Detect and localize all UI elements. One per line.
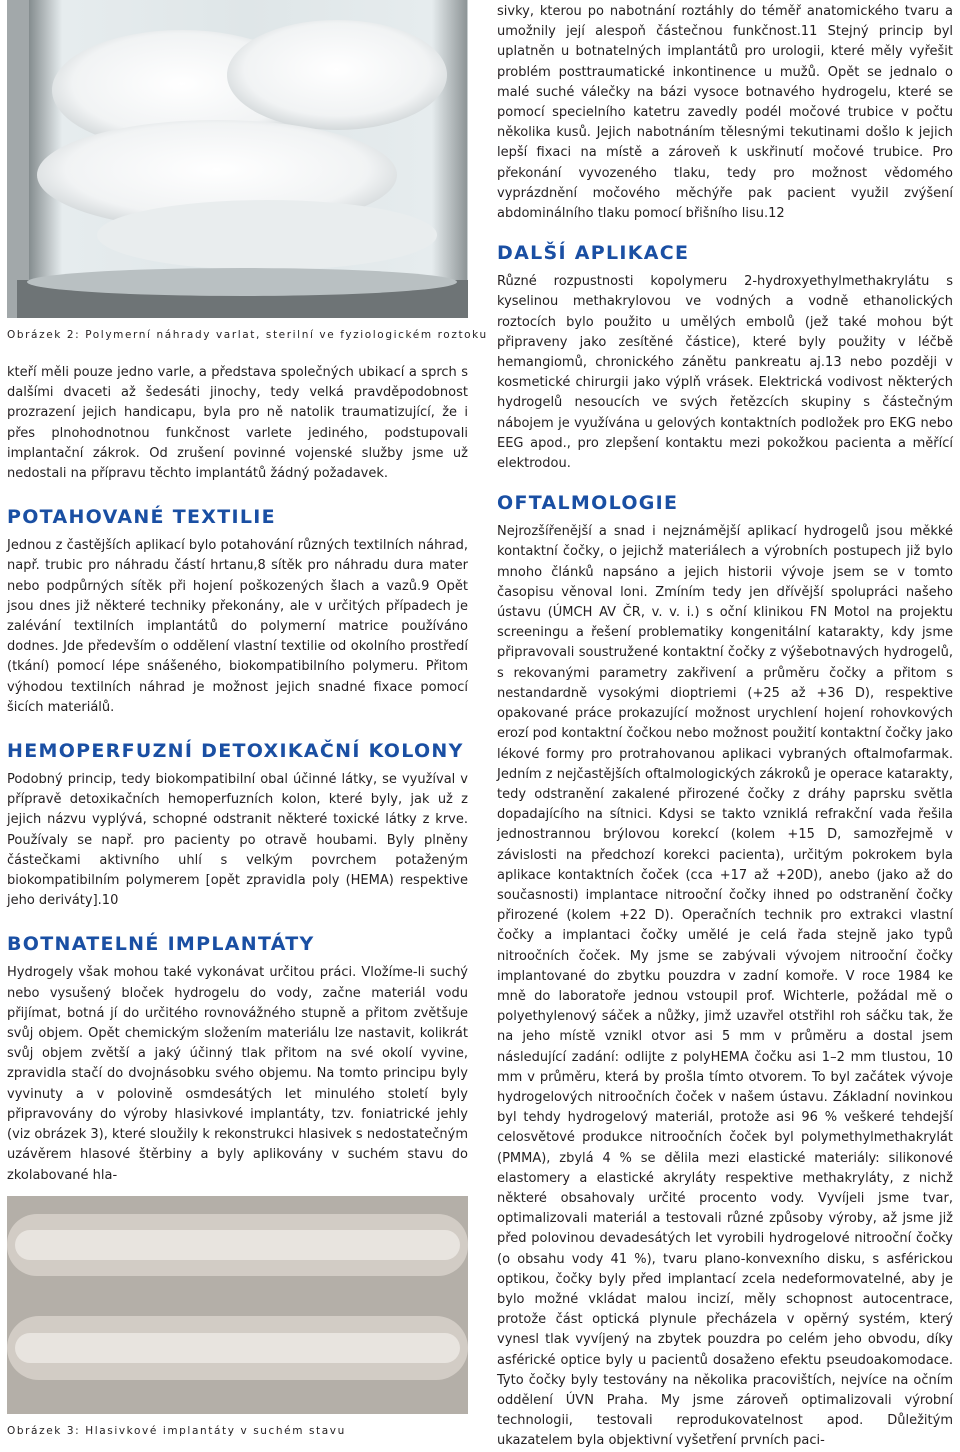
figure-3-caption: Obrázek 3: Hlasivkové implantáty v suchém stavu (7, 1424, 346, 1437)
left-body (7, 363, 468, 1186)
heading-hemoperfusion-columns: HEMOPERFUZNÍ DETOXIKAČNÍ KOLONY (7, 740, 464, 763)
left-column (7, 0, 488, 1437)
right-column (497, 0, 953, 1449)
other-applications-paragraph: Různé rozpustnosti kopolymeru 2-hydroxyethylmethakrylátu s kyselinou methakrylovou ve vodných a vodně ethanolických roztocích bylo použito u umělých embolů (jež také mohou být připraveny jako zesítěné částice), které byly použity v léčbě hemangiomů, chronického zánětu pankreatu aj.13 nebo později v kosmetické chirurgii jako výplň vrásek. Elektrická vodivost některých hydrogelů nesoucích ve svých řetězcích skupiny s částečným nábojem je využívána u gelových kontaktních podložek pro EKG nebo EEG apod., pro zlepšení kontaktu mezi pokožkou pacienta a měřící elektrodou. (497, 274, 953, 472)
ophthalmology-paragraph: Nejrozšířenější a snad i nejznámější aplikací hydrogelů jsou měkké kontaktní čočky, o jejichž materiálech a výrobních postupech již bylo mnoho článků napsáno a jejich historii vývoje jsem se v tomto časopisu věnoval loni. Zmíním tedy jen dřívější spolupráci našeho ústavu (ÚMCH AV ČR, v. v. i.) s oční klinikou FN Motol na projektu screeningu a řešení problematiky kongenitální katarakty, kdy jsme připravovali soustružené kontaktní čočky z výšebotnavých hydrogelů, s rekovanými parametry zakřivení a průměru čočky a přitom s nestandardně vysokými dioptriemi (+25 až +36 D), respektive opakované práce prokazující možnost urychlení hojení rohovkových erozí pod kontaktní čočkou nebo možnost použití kontaktní čočky jako lékové formy pro protrahovanou aplikaci vybraných oftalmofarmak. Jedním z nejčastějších oftalmologických zákroků je operace katarakty, tedy odstranění zakalené přirozené čočky z dráhy paprsku světla dopadajícího na sítnici. Kdysi se takto vzniklá refrakční vada řešila jednostrannou brýlovou korekcí (kolem +15 D, samozřejmě v závislosti na předchozí korekci pacienta), určitým pokrokem byla aplikace kontaktních čoček (cca +17 až +20D), anebo (jako až do současnosti) implantace nitrooční čočky ihned po odstranění čočky přirozené (kolem +22 D). Operačních technik pro extrakci vlastní čočky a implantaci čočky umělé je celá řada stejně jako typů nitroočních čoček. My jsme se zabývali vývojem nitrooční čočky implantované do zbytku pouzdra v zadní komoře. V roce 1984 ke mně do laboratoře jednou vstoupil prof. Wichterle, požádal mě o polyethylenový sáček a nůžky, jimž uzavřel otstřihl roh sáčku tak, že na jeho místě vznikl otvor asi 5 mm v průměru a dostal jsem následující zadání: odlijte z polyHEMA čočku asi 1–2 mm tlustou, 10 mm v průměru, která by prošla tímto otvorem. To byl začátek vývoje hydrogelových nitroočních čoček v našem ústavu. Základní novinkou byl tehdy hydrogelový materiál, protože asi 96 % veškeré tehdejší celosvětové produkce nitroočních čoček byl polymethylmethakrylát (PMMA), zbylá 4 % se dělila mezi elastické materiály: silikonové elastomery a elastické akryláty respektive methakryláty, z nichž některé obsahovaly určité procento vody. Vyvíjeli jsme tvar, optimalizovali materiál a testovali různé způsoby výroby, až jsme již před polovinou devadesátých let vyrobili hydrogelové nitrooční čočky (o obsahu vody 41 %), tvaru plano-konvexního disku, s asférickou optikou, čočky byly před implantací zcela nedeformovatelné, aby je bylo možné vkládat malou incizí, měly schopnost autocentrace, protože část optická plynule přecházela v opěrný systém, který vynesl tlak vyvíjený na zbytek pouzdra po celém jeho obvodu, díky asférické optice byly u pacientů dosaženo efektu pseudoakomodace. Tyto čočky byly testovány na několika pracovištích, nejvíce na očním oddělení ÚVN Praha. My jsme zároveň optimalizovali výrobní technologii, testovali reprodukovatelnost apod. Důležitým ukazatelem byla objektivní vyšetření prvních paci- (497, 524, 953, 1449)
jar-photo-illustration (7, 0, 468, 318)
heading-coated-textiles: POTAHOVANÉ TEXTILIE (7, 506, 276, 529)
heading-other-applications: DALŠÍ APLIKACE (497, 242, 690, 265)
right-body (497, 2, 953, 1452)
hemoperfusion-paragraph: Podobný princip, tedy biokompatibilní obal účinné látky, se využíval v přípravě detoxikačních hemoperfuzních kolon, které byly, jak už z jejich názvu vyplývá, schopné odstranit některé toxické látky z krve. Používaly se např. pro pacienty po otravě houbami. Byly plněny částečkami aktivního uhlí s velkým povrchem potaženým biokompatibilním polymerem [opět zpravidla poly (HEMA) respektive jeho deriváty].10 (7, 772, 468, 909)
heading-swelling-implants: BOTNATELNÉ IMPLANTÁTY (7, 933, 315, 956)
figure-2-caption: Obrázek 2: Polymerní náhrady varlat, sterilní ve fyziologickém roztoku (7, 329, 488, 341)
left-intro-paragraph: kteří měli pouze jedno varle, a představa společných ubikací a sprch s dalšími dvaceti až šedesáti jinochy, tedy velká pravděpodobnost prozrazení jejich handicapu, byla pro ně natolik traumatizující, že i přes plnohodnotnou funkčnost varlete jediného, podstupovali implantační zákrok. Od zrušení povinné vojenské služby jsme už nedostali na přípravu těchto implantátů žádný požadavek. (7, 365, 468, 482)
figure-testicle-prostheses-photo (7, 0, 468, 318)
right-intro-paragraph: sivky, kterou po nabotnání roztáhly do téměř anatomického tvaru a umožnily její alespoň částečnou funkčnost.11 Stejný princip byl uplatněn u botnatelných implantátů pro urologii, které měly vyřešit problém posttraumatické inkontinence u mužů. Opět se jednalo o malé suché válečky na bázi vysoce botnavého hydrogelu, které se pomocí specielního katetru zavedly podél močové trubice v počtu několika kusů. Jejich nabotnáním tělesnými tekutinami došlo k jejich lepší fixaci na místě a zároveň k uskřinutí močové trubice. Pro překonání vyvozeného tlaku, tedy pro možnost vědomého vyprázdnění močového měchýře pak pacient využil zvýšení abdominálního tlaku pomocí břišního lisu.12 (497, 4, 953, 222)
figure-vocal-implants-photo (7, 1196, 468, 1414)
vocal-implants-illustration (7, 1196, 468, 1414)
coated-textiles-paragraph: Jednou z častějších aplikací bylo potahování různých textilních náhrad, např. trubic pro náhradu částí hrtanu,8 sítěk pro náhradu dura mater nebo podpůrných sítěk při hojení poškozených šlach a vazů.9 Opět jsou dnes již některé techniky překonány, ale v určitých případech je zalévání textilních implantátů do polymerní matrice používáno dodnes. Jde především o oddělení vlastní textilie od okolního prostředí (tkání) pomocí lépe snášeného, biokompatibilního polymeru. Přitom výhodou textilních náhrad je možnost jejich snadné fixace pomocí šicích materiálů. (7, 538, 468, 715)
heading-ophthalmology: OFTALMOLOGIE (497, 492, 679, 515)
swelling-implants-paragraph: Hydrogely však mohou také vykonávat určitou práci. Vložíme-li suchý nebo vysušený bloček hydrogelu do vody, začne materiál vodu přijímat, botná jí do určitého rovnovážného stupně a přitom zvětšuje svůj objem. Opět chemickým složením materiálu lze nastavit, kolikrát svůj objem zvětší a jaký účinný tlak přitom na své okolí vyvine, zpravidla stačí do dvojnásobku svého objemu. Na tomto principu byly vyvinuty a v polovině osmdesátých let minulého století byly připravovány do výroby hlasivkové implantáty, tzv. foniatrické jehly (viz obrázek 3), které sloužily k rekonstrukci hlasivek s nedostatečným uzávěrem hlasové štěrbiny a byly aplikovány v suchém stavu do zkolabované hla- (7, 965, 468, 1183)
